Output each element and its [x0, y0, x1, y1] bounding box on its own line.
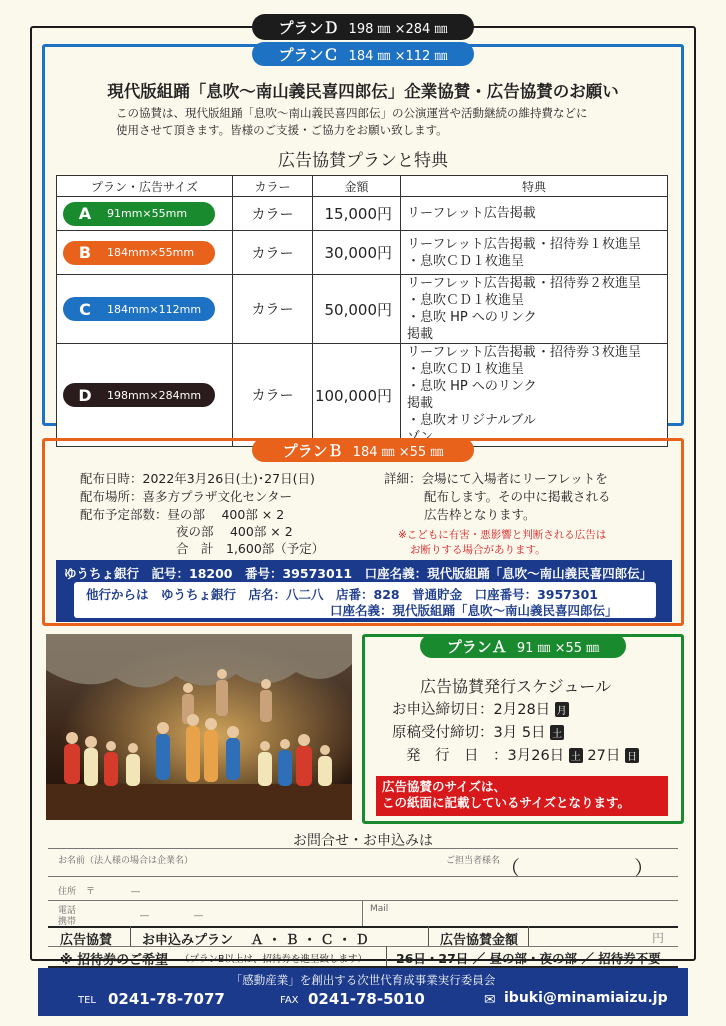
plan-a-size: 91 ㎜ ×55 ㎜: [516, 640, 600, 656]
benefit-line: [407, 253, 667, 270]
schedule-row-1-text: お申込締切日：2月28日: [392, 702, 551, 718]
benefit-item: ・招待券３枚進呈: [537, 345, 642, 360]
ticket-options[interactable]: 26日・27日 ／ 昼の部・夜の部 ／ 招待券不要: [396, 951, 661, 966]
mobile-label: 携帯: [58, 917, 77, 927]
plan-size: 184mm×55mm: [107, 246, 195, 259]
form-title: お問合せ・お申込みは: [293, 833, 433, 849]
plan-b-size: 184 ㎜ ×55 ㎜: [352, 444, 444, 460]
plan-letter: B: [78, 243, 92, 262]
benefit-line: [407, 292, 667, 309]
ticket-note: （プランB以上は、招待券を進呈致します）: [180, 954, 368, 965]
benefit-item: ・息吹 HP へのリンク掲載: [407, 310, 537, 342]
benefit-line: [407, 344, 667, 361]
plan-c-label: プランＣ: [278, 45, 339, 64]
plan-d-label: プランＤ: [278, 18, 339, 37]
benefits-cell: [401, 275, 668, 344]
phone-label: 電話: [58, 906, 77, 916]
plan-letter: D: [78, 385, 92, 405]
plan-table: [56, 175, 668, 447]
contact-label: ご担当者様名: [446, 856, 501, 866]
mail-label: Mail: [370, 904, 389, 914]
day-badge-sat-2: 土: [569, 748, 583, 763]
dist-count-2: 夜の部 400部 × 2: [176, 524, 293, 539]
price-cell: 50,000円: [313, 275, 401, 344]
price-cell: 15,000円: [313, 197, 401, 231]
plan-tag-b: [63, 241, 215, 265]
form-line-3: [48, 900, 678, 901]
plan-a-label: プランＡ: [446, 637, 507, 656]
plan-row-c: [57, 275, 668, 344]
dist-detail-2: 配布します。その中に掲載される: [424, 489, 611, 504]
phone-mail-divider: [362, 900, 363, 926]
org-name: 「感動産業」を創出する次世代育成事業実行委員会: [230, 973, 496, 987]
phone-dashes: ― ―: [140, 911, 204, 921]
postal-label: 〒 ―: [86, 887, 141, 897]
yen-unit: 円: [652, 931, 665, 945]
benefit-item: リーフレット広告掲載: [407, 276, 536, 291]
amount-divider: [428, 926, 429, 946]
stage-photo: [46, 634, 352, 820]
plan-d-size: 198 ㎜ ×284 ㎜: [348, 21, 448, 37]
plan-cell: [57, 344, 233, 447]
bank-line-1: ゆうちょ銀行 記号：18200 番号：39573011 口座名義：現代版組踊「息吹〜南山義民喜四郎伝」: [64, 566, 653, 581]
plan-cell: [57, 275, 233, 344]
plan-size: 91mm×55mm: [107, 207, 188, 220]
plan-tag-a: [63, 202, 215, 226]
benefit-line: [407, 275, 667, 292]
benefit-item: ・息吹 HP へのリンク掲載: [407, 379, 537, 411]
plan-cell: [57, 231, 233, 275]
size-notice-line-2: この紙面に記載しているサイズとなります。: [382, 795, 631, 810]
color-cell: カラー: [233, 344, 313, 447]
size-notice: [376, 776, 668, 816]
bank-inner-box: [74, 582, 656, 618]
day-badge-mon: 月: [555, 702, 569, 717]
dist-count-3: 合 計 1,600部（予定）: [176, 541, 325, 556]
plan-c-size: 184 ㎜ ×112 ㎜: [348, 48, 448, 64]
schedule-row-3-text-b: 27日: [587, 748, 621, 764]
size-notice-line-1: 広告協賛のサイズは、: [382, 779, 507, 794]
footer: [38, 968, 688, 1016]
price-cell: 30,000円: [313, 231, 401, 275]
headline: 現代版組踊「息吹〜南山義民喜四郎伝」企業協賛・広告協賛のお願い: [107, 82, 619, 101]
name-label: お名前（法人様の場合は企業名）: [58, 856, 194, 866]
dist-place: 配布場所：喜多方プラザ文化センター: [80, 489, 293, 504]
mail-icon: ✉: [484, 992, 496, 1008]
fax-number: 0241-78-5010: [308, 990, 425, 1008]
plan-a-badge: [420, 634, 626, 658]
benefits-cell: [401, 231, 668, 275]
day-badge-sun: 日: [625, 748, 639, 763]
dist-count-1: 配布予定部数：昼の部 400部 × 2: [80, 507, 285, 522]
benefit-item: ・息吹ＣＤ１枚進呈: [407, 362, 525, 377]
form-line-2: [48, 876, 678, 877]
email-address[interactable]: ibuki@minamiaizu.jp: [504, 990, 668, 1006]
benefit-item: ・息吹オリジナルブル: [407, 413, 536, 428]
address-label: 住所: [58, 887, 77, 897]
form-top-line: [48, 848, 678, 849]
schedule-row-2-text: 原稿受付締切：3月 5日: [392, 725, 546, 741]
plan-b-badge: [252, 438, 474, 462]
benefit-line: [407, 236, 667, 253]
bank-line-2: 他行からは ゆうちょ銀行 店名：八二八 店番：828 普通貯金 口座番号：3957301: [86, 587, 598, 602]
color-cell: カラー: [233, 197, 313, 231]
dist-detail-1: 詳細：会場にて入場者にリーフレットを: [384, 471, 608, 486]
plan-tag-d: [63, 383, 215, 407]
tel-number[interactable]: 0241-78-7077: [108, 990, 225, 1008]
dist-date: 配布日時：2022年3月26日(土)･27日(日): [80, 471, 315, 486]
dist-detail-3: 広告枠となります。: [424, 507, 536, 522]
form-line-5: [48, 946, 678, 947]
intro-line-1: この協賛は、現代版組踊「息吹〜南山義民喜四郎伝」の公演運営や活動継続の維持費などに: [116, 106, 588, 120]
plan-tag-c: [63, 297, 215, 321]
sponsor-label: 広告協賛: [60, 933, 113, 948]
form-line-4: [48, 926, 678, 928]
header-plan-size: プラン・広告サイズ: [57, 176, 233, 197]
contact-paren-open: （: [500, 856, 520, 880]
amount-divider-2: [528, 926, 529, 946]
ticket-label: ※ 招待券のご希望: [60, 953, 169, 968]
plan-select[interactable]: お申込みプラン Ａ ・ Ｂ ・ Ｃ ・ Ｄ: [142, 933, 369, 948]
plan-size: 198mm×284mm: [107, 388, 202, 402]
dist-note-2: お断りする場合があります。: [410, 544, 546, 556]
benefit-item: ・招待券２枚進呈: [537, 276, 642, 291]
schedule-row-1: [392, 698, 569, 719]
benefit-item: リーフレット広告掲載: [407, 345, 536, 360]
color-cell: カラー: [233, 231, 313, 275]
plan-letter: A: [78, 204, 92, 223]
plan-cell: [57, 197, 233, 231]
contact-paren-close: ）: [634, 856, 654, 880]
schedule-title: 広告協賛発行スケジュール: [420, 677, 612, 696]
bank-line-3: 口座名義：現代版組踊「息吹〜南山義民喜四郎伝」: [330, 603, 618, 618]
amount-label: 広告協賛金額: [440, 933, 519, 948]
benefit-item: ・招待券１枚進呈: [537, 236, 642, 252]
header-color: カラー: [233, 176, 313, 197]
color-cell: カラー: [233, 275, 313, 344]
plan-d-badge: [252, 14, 474, 40]
header-price: 金額: [313, 176, 401, 197]
plan-row-b: [57, 231, 668, 275]
benefit-line: [407, 361, 667, 378]
intro-line-2: 使用させて頂きます。皆様のご支援・ご協力をお願い致します。: [116, 123, 448, 137]
plan-row-d: [57, 344, 668, 447]
fax-label: FAX: [280, 995, 299, 1006]
benefits-cell: [401, 197, 668, 231]
sponsor-divider: [130, 926, 131, 946]
schedule-row-2: [392, 721, 564, 742]
dist-note-1: ※こどもに有害・悪影響と判断される広告は: [398, 529, 607, 541]
benefit-item: リーフレット広告掲載: [407, 206, 536, 221]
benefit-item: ・息吹ＣＤ１枚進呈: [407, 293, 525, 308]
header-benefits: 特典: [401, 176, 668, 197]
plan-c-badge: [252, 42, 474, 66]
table-title: 広告協賛プランと特典: [278, 151, 448, 171]
plan-letter: C: [79, 299, 91, 319]
tel-label: TEL: [78, 995, 96, 1006]
benefit-item: ・息吹ＣＤ１枚進呈: [407, 253, 525, 269]
schedule-row-3: [406, 744, 639, 765]
plan-b-label: プランＢ: [282, 441, 343, 460]
plan-row-a: [57, 197, 668, 231]
bank-panel: [56, 560, 672, 622]
benefit-line: [407, 378, 667, 412]
schedule-row-3-text: 発 行 日 ：3月26日: [406, 748, 565, 764]
benefit-item: リーフレット広告掲載: [407, 236, 536, 252]
stage-performance-image: [46, 634, 352, 820]
benefits-cell: [401, 344, 668, 447]
price-cell: 100,000円: [313, 344, 401, 447]
ticket-divider: [386, 946, 387, 966]
benefit-line: [407, 205, 667, 222]
plan-size: 184mm×112mm: [107, 302, 202, 316]
day-badge-sat: 土: [550, 725, 564, 740]
benefit-line: [407, 309, 667, 343]
